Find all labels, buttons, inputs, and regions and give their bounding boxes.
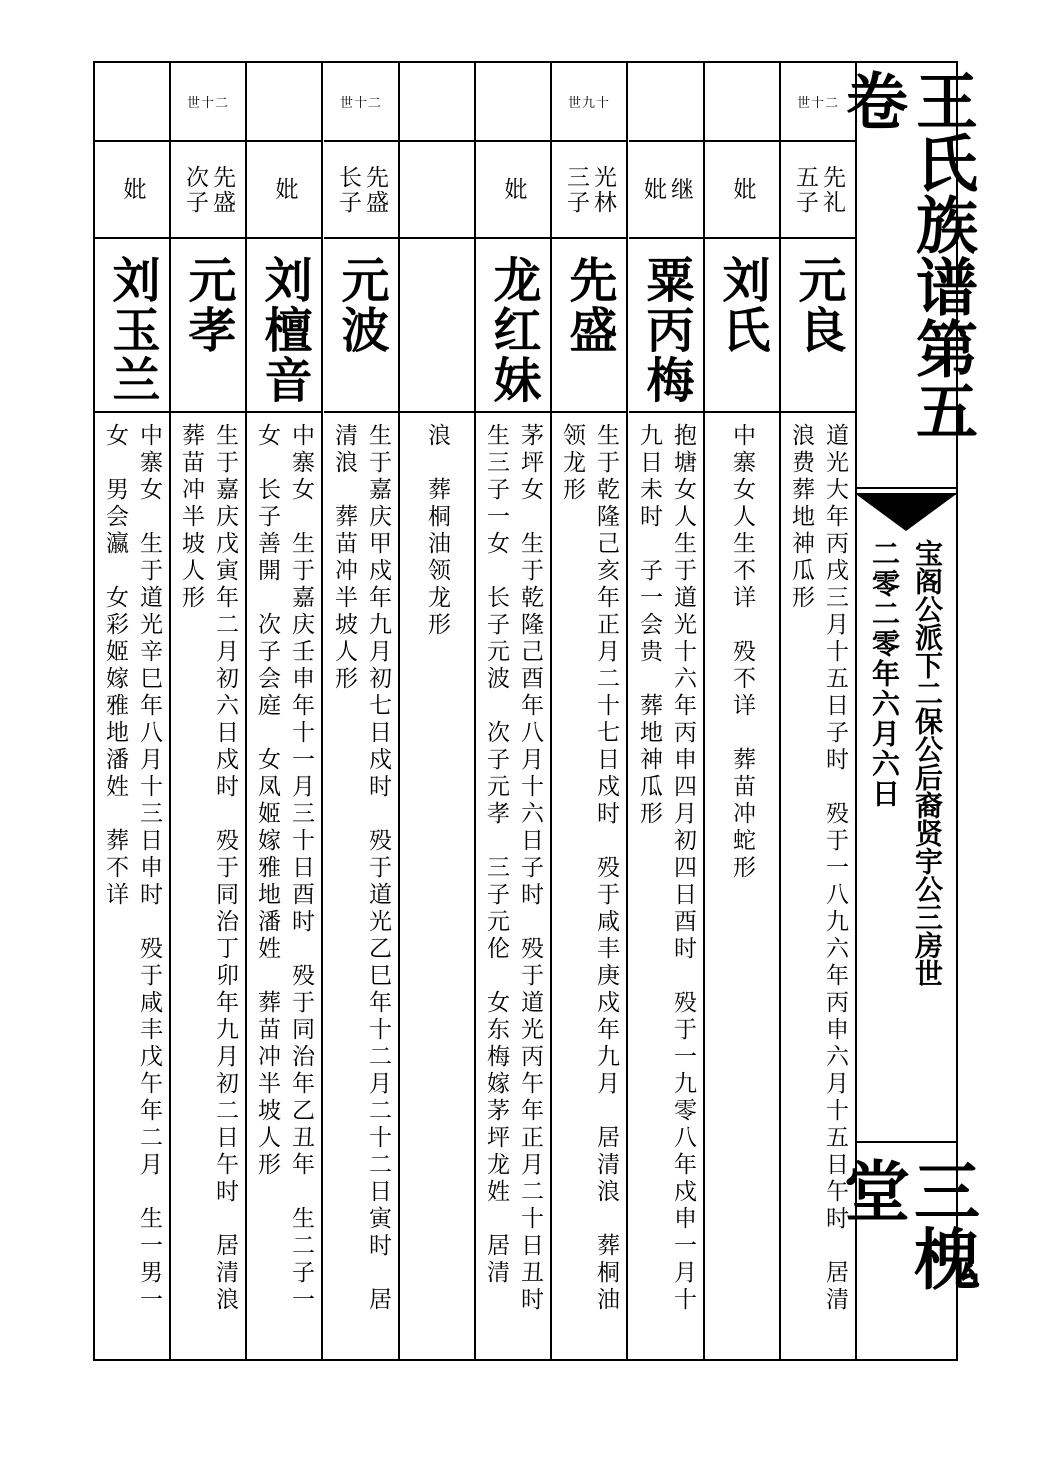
entry-column <box>95 63 171 1359</box>
biography-text: 道光大年丙戌三月十五日子时 殁于一八九六年丙申六月十五日午时 居清 浪费葬地神瓜形 <box>788 423 848 1314</box>
subtitle-block <box>857 489 956 1143</box>
relation-label: 妣 <box>729 177 756 202</box>
generation-label <box>247 63 321 142</box>
biography-text: 中寨女人生不详 殁不详 葬苗冲蛇形 <box>729 423 755 882</box>
generation-label <box>476 63 550 142</box>
relation-label: 继 妣 <box>640 177 693 202</box>
branch-subtitle: 宝阁公派下二保公后裔贤宇公三房世 <box>911 539 944 987</box>
biography-text: 中寨女 生于嘉庆壬申年十一月三十日酉时 殁于同治年乙丑年 生二子一 女 长子善開 次子会庭 女凤姬嫁雅地潘姓 葬苗冲半坡人形 <box>254 423 314 1314</box>
entry-column <box>552 63 628 1359</box>
relation-label: 先礼 五子 <box>792 164 845 215</box>
biography-text: 生于乾隆己亥年正月二十七日戍时 殁于咸丰庚戍年九月 居清浪 葬桐油 领龙形 <box>559 423 619 1314</box>
person-name: 元波 <box>333 255 389 355</box>
entry-column <box>324 63 400 1359</box>
relation-label: 光林 三子 <box>563 164 616 215</box>
relation-label: 先盛 次子 <box>182 164 235 215</box>
relation-label: 先盛 长子 <box>335 164 388 215</box>
generation-label <box>705 63 779 142</box>
relation-label: 妣 <box>500 177 527 202</box>
book-title: 王氏族谱第五卷 <box>835 69 979 441</box>
relation-label: 妣 <box>271 177 298 202</box>
person-name: 元孝 <box>180 255 236 355</box>
biography-text: 生于嘉庆戊寅年二月初六日戍时 殁于同治丁卯年九月初二日午时 居清浪 葬苗冲半坡人形 <box>178 423 238 1314</box>
hall-name: 三槐堂 <box>832 1157 981 1293</box>
relation-label: 妣 <box>119 177 146 202</box>
generation-label: 世十二 <box>781 63 855 142</box>
person-name: 元良 <box>790 255 846 355</box>
entry-column <box>476 63 552 1359</box>
entry-column <box>400 63 476 1359</box>
biography-text: 浪 葬桐油领龙形 <box>424 423 450 639</box>
person-name: 粟丙梅 <box>638 255 694 405</box>
publication-date: 二零二零年六月六日 <box>868 539 901 809</box>
person-name: 龙红妹 <box>485 255 541 405</box>
person-name: 刘玉兰 <box>104 255 160 405</box>
generation-label <box>95 63 169 142</box>
generation-label <box>400 63 474 142</box>
generation-label: 世十二 <box>171 63 245 142</box>
entry-column <box>629 63 705 1359</box>
biography-text: 茅坪女 生于乾隆己酉年八月十六日子时 殁于道光丙午年正月二十日丑时 生三子一女 长子元波 次子元孝 三子元伦 女东梅嫁茅坪龙姓 居清 <box>483 423 543 1314</box>
entry-column <box>247 63 323 1359</box>
title-column <box>832 63 981 1359</box>
person-name: 先盛 <box>561 255 617 355</box>
entry-column <box>705 63 781 1359</box>
person-name: 刘氏 <box>714 255 770 355</box>
generation-label <box>629 63 703 142</box>
genealogy-page <box>93 61 981 1361</box>
entry-column <box>171 63 247 1359</box>
biography-text: 抱塘女人生于道光十六年丙申四月初四日酉时 殁于一九零八年戍申一月十 九日未时 子一会贵 葬地神瓜形 <box>636 423 696 1314</box>
person-name: 刘檀音 <box>256 255 312 405</box>
biography-text: 生于嘉庆甲戍年九月初七日戍时 殁于道光乙巳年十二月二十二日寅时 居 清浪 葬苗冲半坡人形 <box>331 423 391 1314</box>
biography-text: 中寨女 生于道光辛巳年八月十三日申时 殁于咸丰戊午年二月 生一男一 女 男会瀛 女彩姬嫁雅地潘姓 葬不详 <box>102 423 162 1314</box>
generation-label: 世十二 <box>324 63 398 142</box>
fishtail-ornament <box>857 495 955 531</box>
generation-label: 世九十 <box>552 63 626 142</box>
